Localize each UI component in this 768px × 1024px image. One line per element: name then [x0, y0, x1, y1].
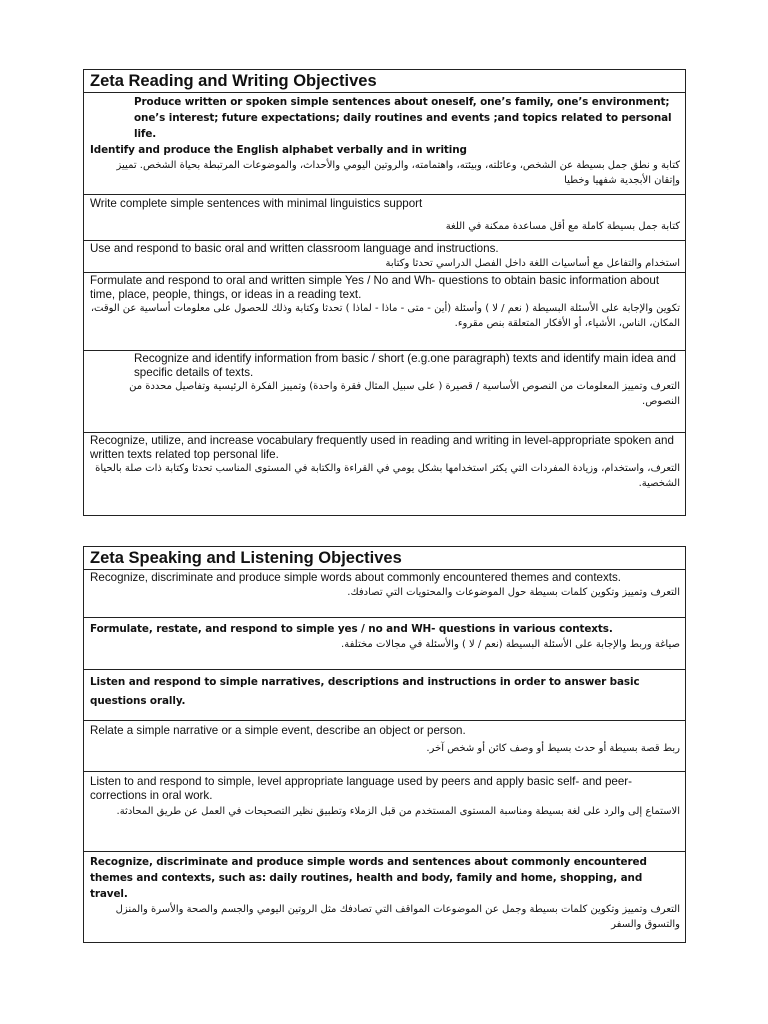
speaking-objective-1: [84, 569, 685, 617]
objective-arabic-text: الاستماع إلى والرد على لغة بسيطة ومناسبة المستوى المستخدم من قبل الزملاء وتطبيق نظير التصحيحات في العمل عن طريق المحادثة.: [116, 806, 680, 817]
objective-arabic-text: تكوين والإجابة على الأسئلة البسيطة ( نعم / لا ) وأسئلة (أين - متى - ماذا - لماذا ) تحدثا وكتابة وذلك للحصول على معلومات أساسية عن الوقت، المكان، الناس، الأشياء، أو الأفكار المتعلقة بنص مقروء.: [90, 303, 680, 329]
objective-arabic-text: التعرف وتمييز وتكوين كلمات بسيطة حول الموضوعات والمحتويات التي تصادفك.: [347, 586, 680, 598]
objective-arabic-text: كتابة و نطق جمل بسيطة عن الشخص، وعائلته، وبيئته، واهتمامته، والروتين اليومي والأحداث، والموضوعات المرتبطة بحياة الشخص. تمييز وإتقان الأبجدية شفهيا وخطيا: [116, 160, 680, 186]
objective-arabic-text: صياغة وربط والإجابة على الأسئلة البسيطة (نعم / لا ) والأسئلة في مجالات مختلفة.: [341, 639, 680, 650]
objective-english-text: Recognize, discriminate and produce simple words about commonly encountered themes and contexts.: [90, 571, 622, 584]
reading-table-title: Zeta Reading and Writing Objectives: [90, 72, 377, 90]
objective-english-text: Relate a simple narrative or a simple event, describe an object or person.: [90, 724, 466, 737]
objective-english-text: Write complete simple sentences with minimal linguistics support: [90, 197, 423, 210]
objective-arabic-text: التعرف وتمييز وتكوين كلمات بسيطة وجمل عن الموضوعات المواقف التي تصادفك مثل الروتين اليومي والجسم والصحة والأسرة والمنزل والتسوق والسفر: [115, 904, 680, 930]
objective-english-text: Use and respond to basic oral and written classroom language and instructions.: [90, 242, 499, 255]
reading-objective-3: [84, 240, 685, 272]
objective-arabic-text: استخدام والتفاعل مع أساسيات اللغة داخل الفصل الدراسي تحدثا وكتابة: [385, 257, 680, 269]
objective-english-text: Formulate and respond to oral and written simple Yes / No and Wh- questions to obtain basic information about time, place, people, things, or ideas in a reading text.: [90, 274, 660, 301]
reading-objective-1: [84, 92, 685, 194]
objective-english-text: Identify and produce the English alphabet verbally and in writing: [90, 144, 467, 156]
objective-english-text: Recognize and identify information from basic / short (e.g.one paragraph) texts and identify main idea and specific details of texts.: [134, 352, 676, 379]
speaking-objective-2: [84, 617, 685, 669]
reading-objective-5: [84, 350, 685, 432]
reading-objective-4: [84, 272, 685, 350]
reading-objective-6: [84, 432, 685, 515]
speaking-objective-5: [84, 771, 685, 851]
objective-english-text: Recognize, discriminate and produce simple words and sentences about commonly encountered themes and contexts, such as: daily routines, health and body, family and home, shopping, and travel.: [90, 856, 647, 900]
objective-english-text: Recognize, utilize, and increase vocabulary frequently used in reading and writing in level-appropriate spoken and written texts related top personal life.: [90, 434, 674, 461]
objective-english-text: Produce written or spoken simple sentences about oneself, one’s family, one’s environment; one’s interest; future expectations; daily routines and events ;and topics related to personal life.: [134, 96, 672, 140]
objective-arabic-text: التعرف وتمييز المعلومات من النصوص الأساسية / قصيرة ( على سبيل المثال فقرة واحدة) وتمييز الفكرة الرئيسية وتفاصيل محددة من النصوص.: [129, 381, 680, 407]
objective-english-text: Listen and respond to simple narratives, descriptions and instructions in order to answer basic questions orally.: [90, 676, 640, 707]
speaking-objective-3: [84, 669, 685, 720]
speaking-objective-6: [84, 851, 685, 942]
reading-objectives-table: [83, 69, 686, 516]
objective-english-text: Formulate, restate, and respond to simple yes / no and WH- questions in various contexts.: [90, 623, 613, 635]
speaking-table-title: Zeta Speaking and Listening Objectives: [90, 549, 402, 567]
objective-arabic-text: التعرف، واستخدام، وزيادة المفردات التي يكثر استخدامها بشكل يومي في القراءة والكتابة في المستوى المناسب تحدثا وكتابة ذات صلة بالحياة الشخصية.: [95, 463, 680, 489]
speaking-objective-4: [84, 720, 685, 771]
objective-arabic-text: كتابة جمل بسيطة كاملة مع أقل مساعدة ممكنة في اللغة: [445, 220, 680, 232]
objective-english-text: Listen to and respond to simple, level appropriate language used by peers and apply basic self- and peer-corrections in oral work.: [90, 775, 633, 802]
objective-arabic-text: ربط قصة بسيطة أو حدث بسيط أو وصف كائن أو شخص آخر.: [426, 742, 680, 754]
reading-objective-2: [84, 194, 685, 240]
speaking-objectives-table: [83, 546, 686, 943]
